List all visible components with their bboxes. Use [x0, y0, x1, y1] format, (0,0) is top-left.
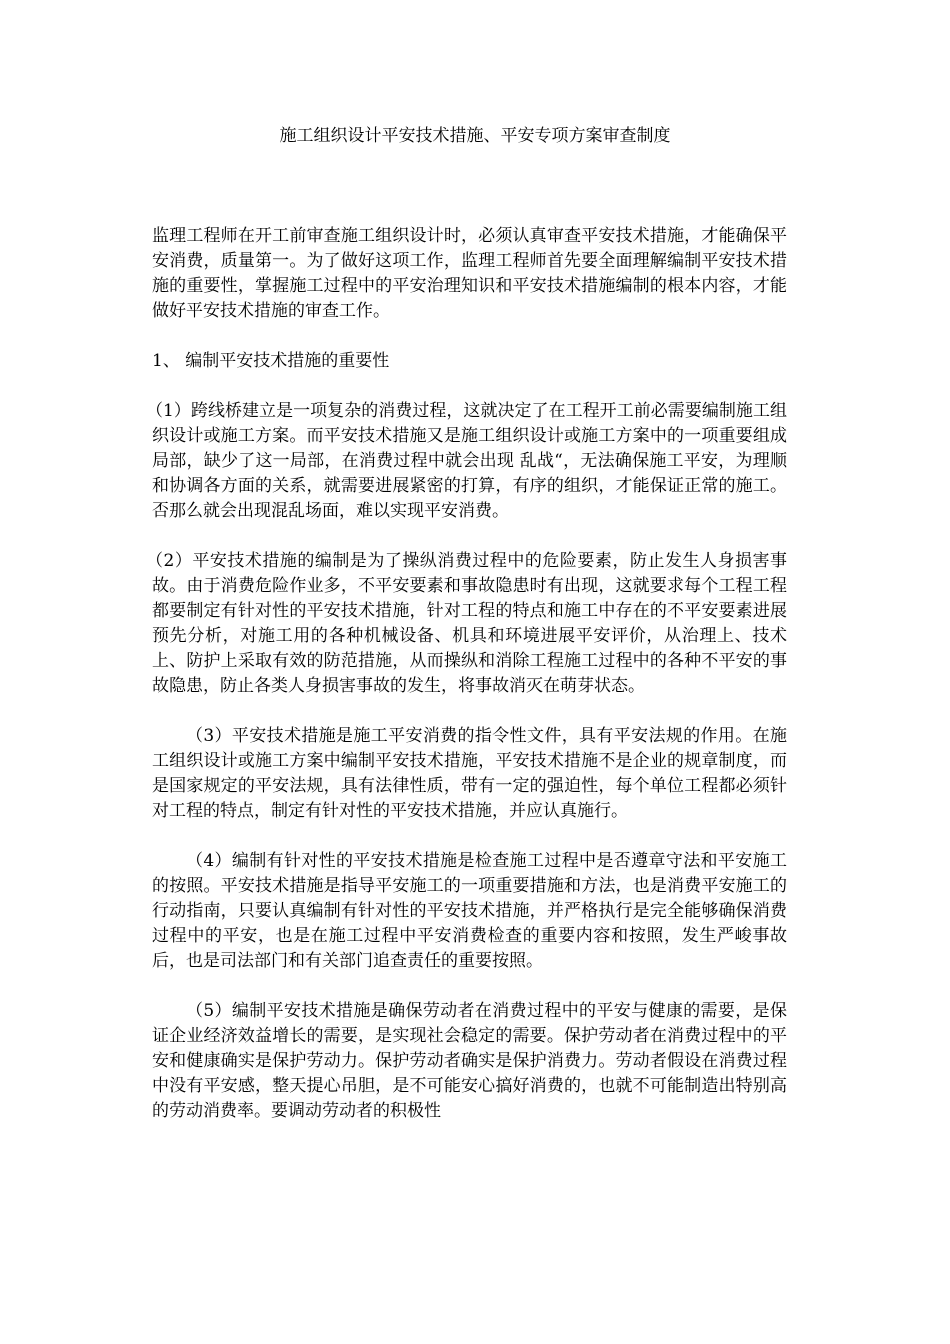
item-paragraph-4: （4）编制有针对性的平安技术措施是检查施工过程中是否遵章守法和平安施工的按照。平安技术措施是指导平安施工的一项重要措施和方法，也是消费平安施工的行动指南，只要认真编制有针对性的平安技术措施，并严格执行是完全能够确保消费过程中的平安，也是在施工过程中平安消费检查的重要内容和按照，发生严峻事故后，也是司法部门和有关部门追查责任的重要按照。: [152, 851, 787, 971]
item-paragraph-2: （2）平安技术措施的编制是为了操纵消费过程中的危险要素，防止发生人身损害事故。由于消费危险作业多，不平安要素和事故隐患时有出现，这就要求每个工程工程都要制定有针对性的平安技术措施，针对工程的特点和施工中存在的不平安要素进展预先分析，对施工用的各种机械设备、机具和环境进展平安评价，从治理上、技术上、防护上采取有效的防范措施，从而操纵和消除工程施工过程中的各种不平安的事故隐患，防止各类人身损害事故的发生，将事故消灭在萌芽状态。: [146, 551, 787, 696]
item-paragraph-3: （3）平安技术措施是施工平安消费的指令性文件，具有平安法规的作用。在施工组织设计或施工方案中编制平安技术措施，平安技术措施不是企业的规章制度，而是国家规定的平安法规，具有法律性质，带有一定的强迫性，每个单位工程都必须针对工程的特点，制定有针对性的平安技术措施，并应认真施行。: [152, 726, 787, 821]
item-paragraph-5: （5）编制平安技术措施是确保劳动者在消费过程中的平安与健康的需要，是保证企业经济效益增长的需要，是实现社会稳定的需要。保护劳动者在消费过程中的平安和健康确实是保护劳动力。保护劳动者确实是保护消费力。劳动者假设在消费过程中没有平安感，整天提心吊胆，是不可能安心搞好消费的，也就不可能制造出特别高的劳动消费率。要调动劳动者的积极性: [152, 1001, 787, 1121]
item-paragraph-1: （1）跨线桥建立是一项复杂的消费过程，这就决定了在工程开工前必需要编制施工组织设计或施工方案。而平安技术措施又是施工组织设计或施工方案中的一项重要组成局部，缺少了这一局部，在消费过程中就会出现 乱战“，无法确保施工平安，为理顺和协调各方面的关系，就需要进展紧密的打算，有序的组织，才能保证正常的施工。否那么就会出现混乱场面，难以实现平安消费。: [146, 401, 787, 521]
intro-paragraph: 监理工程师在开工前审查施工组织设计时，必须认真审查平安技术措施，才能确保平安消费，质量第一。为了做好这项工作，监理工程师首先要全面理解编制平安技术措施的重要性，掌握施工过程中的平安治理知识和平安技术措施编制的根本内容，才能做好平安技术措施的审查工作。: [152, 226, 787, 321]
section-heading: 1、 编制平安技术措施的重要性: [152, 351, 390, 371]
document-body: [146, 224, 787, 1124]
page-title: 施工组织设计平安技术措施、平安专项方案审查制度: [279, 126, 671, 146]
